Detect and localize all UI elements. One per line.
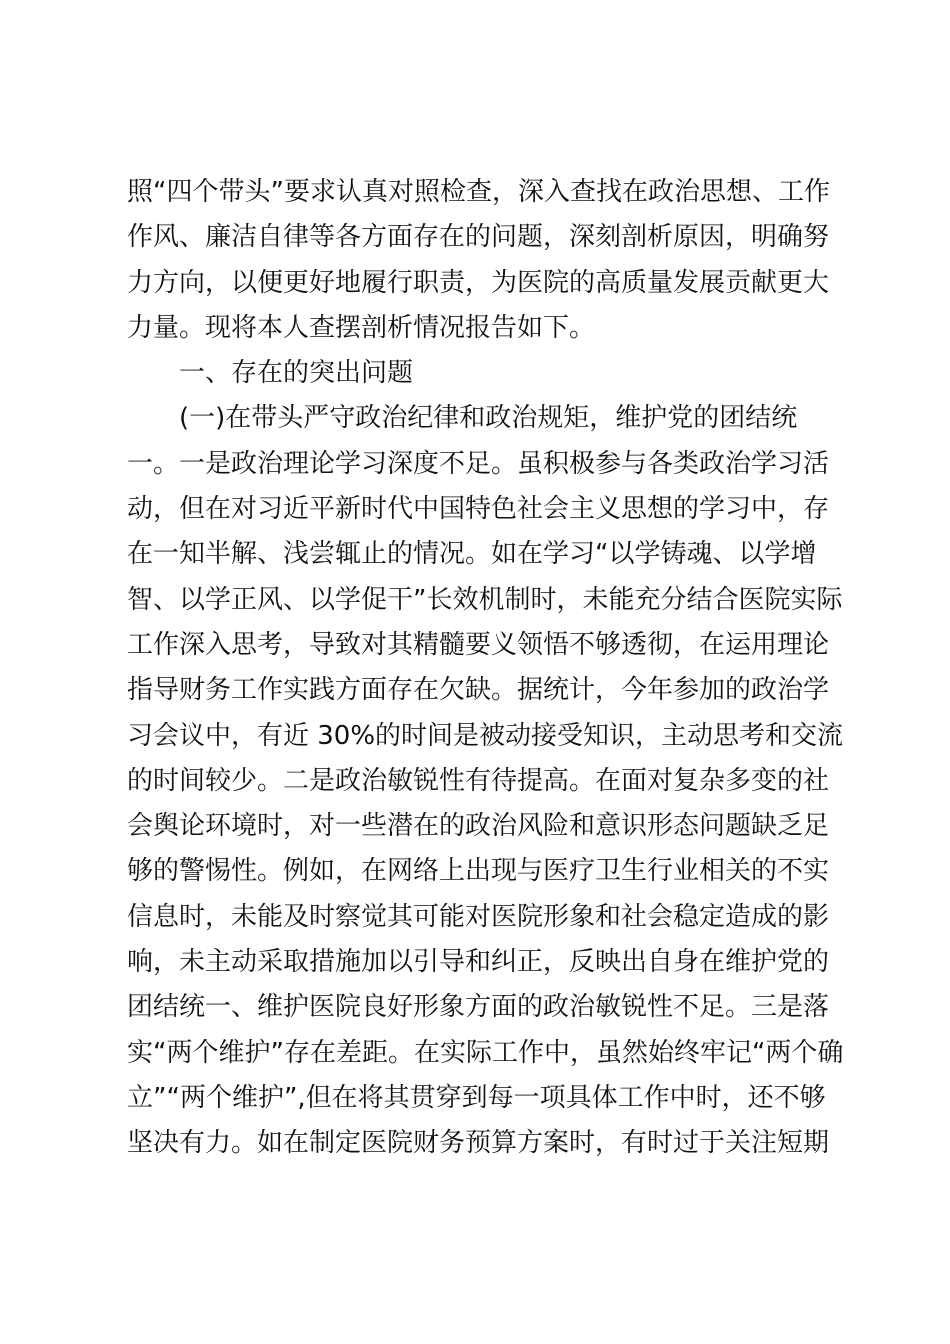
text-line: 一。一是政治理论学习深度不足。虽积极参与各类政治学习活: [127, 448, 830, 479]
text-line: 的时间较少。二是政治敏锐性有待提高。在面对复杂多变的社: [127, 765, 830, 796]
section-heading: [127, 351, 847, 396]
text-line: 够的警惕性。例如，在网络上出现与医疗卫生行业相关的不实: [127, 856, 830, 887]
text-line: 实“两个维护”存在差距。在实际工作中，虽然始终牢记“两个确: [127, 1037, 844, 1068]
text-line: 信息时，未能及时察觉其可能对医院形象和社会稳定造成的影: [127, 901, 830, 932]
section-heading-text: 一、存在的突出问题: [179, 358, 414, 389]
text-line: 习会议中，有近 30%的时间是被动接受知识，主动思考和交流: [127, 720, 844, 751]
text-line: 坚决有力。如在制定医院财务预算方案时，有时过于关注短期: [127, 1128, 830, 1159]
text-line: 工作深入思考，导致对其精髓要义领悟不够透彻，在运用理论: [127, 629, 830, 660]
text-line: 响，未主动采取措施加以引导和纠正，反映出自身在维护党的: [127, 947, 830, 978]
text-line: 照“四个带头”要求认真对照检查，深入查找在政治思想、工作: [127, 177, 830, 207]
intro-paragraph: [127, 170, 847, 351]
text-line: 作风、廉洁自律等各方面存在的问题，深刻剖析原因，明确努: [127, 222, 830, 253]
text-line: 立”“两个维护”,但在将其贯穿到每一项具体工作中时，还不够: [127, 1082, 826, 1113]
text-line: 动，但在对习近平新时代中国特色社会主义思想的学习中，存: [127, 494, 830, 525]
document-body: [127, 170, 847, 1167]
text-line: 团结统一、维护医院良好形象方面的政治敏锐性不足。三是落: [127, 992, 830, 1023]
subsection-paragraph: [127, 396, 847, 1166]
text-line: 力方向，以便更好地履行职责，为医院的高质量发展贡献更大: [127, 267, 830, 298]
text-line: 指导财务工作实践方面存在欠缺。据统计，今年参加的政治学: [127, 675, 830, 706]
text-line: 力量。现将本人查摆剖析情况报告如下。: [127, 312, 596, 343]
text-line: 会舆论环境时，对一些潜在的政治风险和意识形态问题缺乏足: [127, 811, 830, 842]
text-line: 智、以学正风、以学促干”长效机制时，未能充分结合医院实际: [127, 584, 843, 615]
subsection-heading-line: (一)在带头严守政治纪律和政治规矩，维护党的团结统: [179, 403, 798, 434]
text-line: 在一知半解、浅尝辄止的情况。如在学习“以学铸魂、以学增: [127, 539, 817, 570]
